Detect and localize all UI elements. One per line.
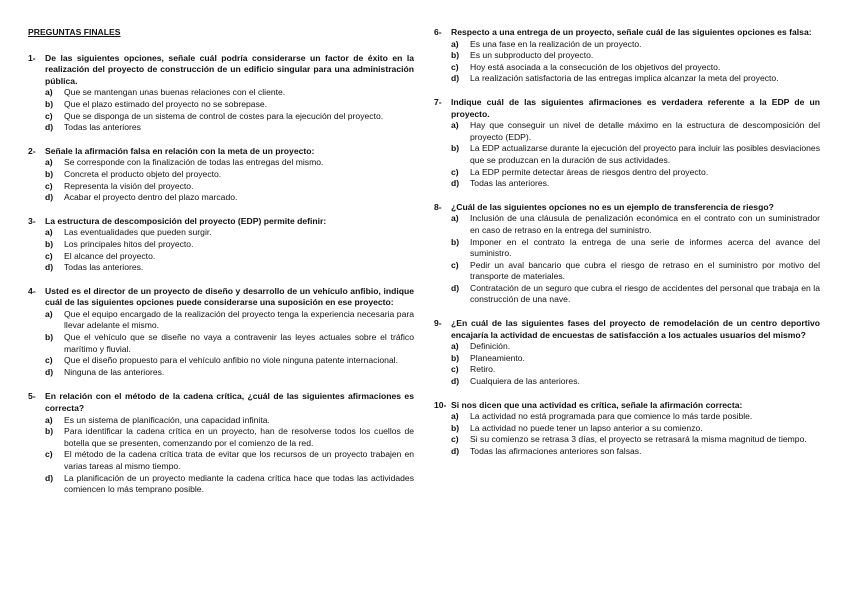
option-letter: b) [45,332,54,343]
option-letter: c) [451,364,459,375]
option-letter: c) [451,434,459,445]
answer-option [434,143,820,166]
option-text: La actividad no puede tener un lapso anterior a su comienzo. [470,422,703,433]
option-text: Todas las afirmaciones anteriores son falsas. [470,446,642,456]
option-letter: c) [45,449,53,460]
option-text: Que se disponga de un sistema de control de costes para la ejecución del proyecto. [64,110,384,121]
question-number: 10- [434,399,447,410]
option-letter: a) [451,411,459,422]
answer-option [28,157,414,169]
option-text: Para identificar la cadena crítica en un proyecto, han de resolverse todos los cuellos de botella que se presenten, comenzando por el comienzo de la red. [64,426,414,448]
option-text: Inclusión de una cláusula de penalización económica en el contrato con un suministrador en caso de retraso en la entrega del suministro. [470,213,820,235]
question-text: En relación con el método de la cadena crítica, ¿cuál de las siguientes afirmaciones es correcta? [45,391,414,414]
option-letter: c) [45,355,53,366]
option-letter: a) [451,213,459,224]
question-number: 6- [434,27,442,37]
option-letter: b) [45,98,54,109]
option-letter: b) [451,236,460,247]
option-letter: b) [45,168,54,179]
question-heading [28,391,414,414]
option-text: Concreta el producto objeto del proyecto. [64,168,222,179]
option-text: El método de la cadena crítica trata de evitar que los recursos de un proyecto trabajen en varias tareas al mismo tiempo. [64,449,414,471]
option-text: Ninguna de las anteriores. [64,366,165,377]
option-text: Cualquiera de las anteriores. [470,376,580,387]
answer-option [28,192,414,204]
answer-option [434,353,820,365]
answer-option [434,50,820,62]
answer-option [28,309,414,332]
option-letter: c) [45,250,53,261]
question-heading [434,318,820,341]
answer-option [434,341,820,353]
option-letter: d) [45,122,54,133]
option-letter: c) [45,110,53,121]
option-letter: d) [45,366,54,377]
option-text: Es una fase en la realización de un proyecto. [470,38,642,49]
question-text: Usted es el director de un proyecto de diseño y desarrollo de un vehículo anfibio, indique cuál de las siguientes opciones puede considerarse una suposición en ese proyecto: [45,285,414,308]
answer-option [434,376,820,388]
answer-option [28,426,414,449]
question-10 [434,400,820,458]
answer-option [28,355,414,367]
question-text: Indique cuál de las siguientes afirmaciones es verdadera referente a la EDP de un proyecto. [451,96,820,119]
answer-option [28,111,414,123]
answer-option [434,120,820,143]
option-letter: a) [45,227,53,238]
option-text: Contratación de un seguro que cubra el riesgo de accidentes del personal que trabaja en la construcción de una nave. [470,282,820,305]
option-letter: d) [45,262,54,273]
question-6 [434,27,820,85]
answer-option [28,473,414,496]
question-7 [434,97,820,190]
option-text: La actividad no está programada para que comience lo más tarde posible. [470,411,753,422]
option-text: Que el diseño propuesto para el vehículo anfibio no viole ninguna patente internacional. [64,355,398,366]
option-text: Las eventualidades que pueden surgir. [64,227,212,238]
option-text: El alcance del proyecto. [64,250,156,261]
option-text: Imponer en el contrato la entrega de una serie de informes acerca del avance del suministro. [470,236,820,259]
answer-option [28,251,414,263]
option-text: Todas las anteriores. [64,262,144,273]
question-heading [28,216,414,228]
option-letter: a) [45,157,53,168]
question-number: 4- [28,285,36,296]
question-text: Si nos dicen que una actividad es crítica, señale la afirmación correcta: [451,399,743,410]
question-number: 1- [28,52,36,63]
option-text: Todas las anteriores [64,122,141,133]
answer-option [434,237,820,260]
option-letter: a) [451,341,459,352]
option-letter: b) [451,50,460,61]
option-text: La realización satisfactoria de las entregas implica alcanzar la meta del proyecto. [470,73,779,84]
answer-option [28,367,414,379]
option-text: Planeamiento. [470,352,525,363]
option-text: Hoy está asociada a la consecución de los objetivos del proyecto. [470,61,721,72]
option-text: La EDP permite detectar áreas de riesgos dentro del proyecto. [470,166,709,177]
option-letter: d) [451,178,460,189]
question-number: 9- [434,318,442,329]
answer-option [434,283,820,306]
question-number: 7- [434,96,442,107]
question-text: Señale la afirmación falsa en relación con la meta de un proyecto: [45,145,315,156]
answer-option [28,332,414,355]
question-heading [434,97,820,120]
option-text: Que se mantengan unas buenas relaciones con el cliente. [64,87,286,98]
answer-option [28,239,414,251]
option-letter: b) [45,426,54,437]
option-text: Es un sistema de planificación, una capacidad infinita. [64,414,270,425]
option-letter: a) [45,414,53,425]
option-letter: b) [451,143,460,154]
question-heading [28,286,414,309]
question-heading [434,27,820,39]
question-9 [434,318,820,388]
answer-option [28,87,414,99]
answer-option [28,99,414,111]
answer-option [28,122,414,134]
answer-option [434,423,820,435]
question-text: De las siguientes opciones, señale cuál podría considerarse un factor de éxito en la realización del proyecto de construcción de un edificio singular para una administración pública. [45,52,414,86]
option-letter: c) [451,166,459,177]
answer-option [434,213,820,236]
question-heading [28,146,414,158]
option-text: Si su comienzo se retrasa 3 días, el proyecto se retrasará la misma magnitud de tiempo. [470,434,807,445]
option-letter: d) [45,192,54,203]
option-letter: d) [451,282,460,293]
question-number: 2- [28,145,36,156]
answer-option [434,39,820,51]
option-letter: b) [451,422,460,433]
question-text: Respecto a una entrega de un proyecto, señale cuál de las siguientes opciones es falsa: [451,27,812,37]
option-letter: c) [451,259,459,270]
answer-option [28,415,414,427]
answer-option [434,434,820,446]
question-text: ¿En cuál de las siguientes fases del proyecto de remodelación de un centro deportivo encajaría la actividad de encuestas de satisfacción a los actuales usuarios del mismo? [451,318,820,340]
option-letter: c) [451,61,459,72]
option-letter: a) [451,38,459,49]
option-letter: b) [45,238,54,249]
question-3 [28,216,414,274]
question-text: La estructura de descomposición del proyecto (EDP) permite definir: [45,215,327,226]
option-text: Pedir un aval bancario que cubra el riesgo de retraso en el suministro por motivo del transporte de materiales. [470,259,820,282]
right-column [434,27,820,458]
question-number: 8- [434,201,442,212]
answer-option [28,262,414,274]
option-text: Que el plazo estimado del proyecto no se sobrepase. [64,98,268,109]
answer-option [28,181,414,193]
answer-option [434,178,820,190]
answer-option [28,169,414,181]
option-letter: d) [451,73,460,84]
option-text: Hay que conseguir un nivel de detalle máximo en la estructura de descomposición del proyecto (EDP). [470,120,820,142]
option-text: Los principales hitos del proyecto. [64,238,194,249]
option-letter: a) [45,308,53,319]
question-4 [28,286,414,379]
question-8 [434,202,820,306]
question-text: ¿Cuál de las siguientes opciones no es un ejemplo de transferencia de riesgo? [451,201,774,212]
option-text: Que el equipo encargado de la realización del proyecto tenga la experiencia necesaria para llevar adelante el mismo. [64,308,414,331]
question-1 [28,53,414,134]
question-number: 5- [28,391,36,402]
answer-option [434,260,820,283]
option-letter: a) [451,120,459,131]
option-letter: d) [451,446,460,456]
document-title: PREGUNTAS FINALES [28,27,121,37]
option-text: Acabar el proyecto dentro del plazo marcado. [64,192,238,203]
question-heading [434,202,820,214]
option-text: Retiro. [470,364,496,375]
answer-option [434,167,820,179]
question-heading [434,400,820,412]
option-text: Se corresponde con la finalización de todas las entregas del mismo. [64,157,324,168]
answer-option [434,364,820,376]
answer-option [434,411,820,423]
left-column [28,27,414,496]
answer-option [434,62,820,74]
option-text: Que el vehículo que se diseñe no vaya a contravenir las leyes actuales sobre el tráfico marítimo y fluvial. [64,332,414,354]
option-letter: c) [45,180,53,191]
option-letter: a) [45,87,53,98]
answer-option [434,73,820,85]
question-2 [28,146,414,204]
option-text: La EDP actualizarse durante la ejecución del proyecto para incluir las posibles desviaciones que se produzcan en la duración de sus actividades. [470,143,820,165]
option-letter: d) [451,376,460,387]
option-text: Todas las anteriores. [470,178,550,189]
option-letter: d) [45,472,54,483]
option-text: La planificación de un proyecto mediante la cadena crítica hace que todas las actividades comiencen lo más temprano posible. [64,472,414,495]
answer-option [28,227,414,239]
question-5 [28,391,414,495]
answer-option [28,449,414,472]
option-letter: b) [451,352,460,363]
answer-option [434,446,820,458]
question-number: 3- [28,215,36,226]
option-text: Es un subproducto del proyecto. [470,50,594,61]
question-heading [28,53,414,88]
option-text: Representa la visión del proyecto. [64,180,194,191]
option-text: Definición. [470,341,511,352]
